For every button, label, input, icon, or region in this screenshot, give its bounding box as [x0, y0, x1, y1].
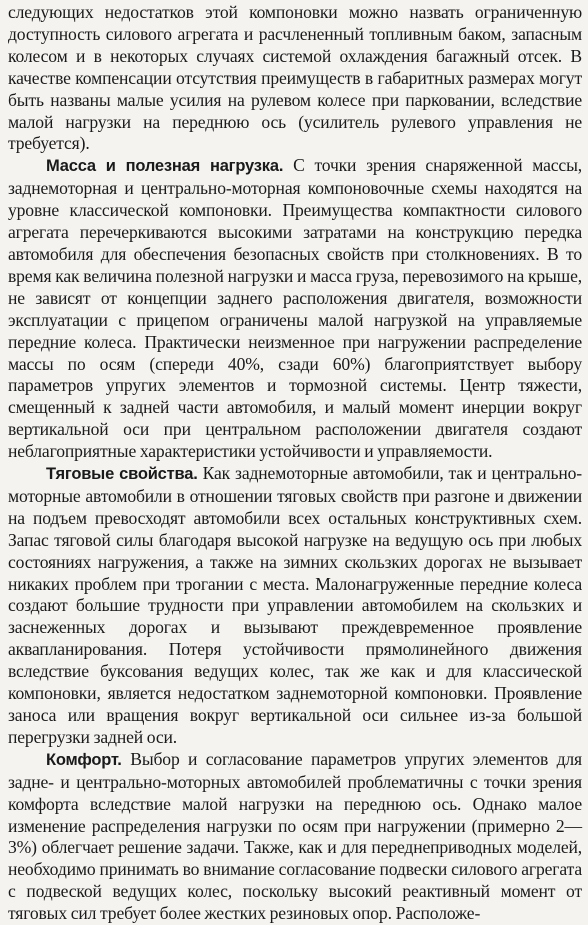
- paragraph-mass-and-payload: [8, 155, 582, 463]
- section-heading-comfort: Комфорт.: [46, 750, 131, 769]
- paragraph-text: Выбор и согласование параметров упругих элементов для задне- и центрально-моторных автомобилей проблематичны с точки зрения комфорта вследствие малой нагрузки на переднюю ось. Однако малое изменение распределения нагрузки по осям при нагружении (примерно 2—3%) облегчает решение задачи. Также, как и для переднеприводных моделей, необходимо принимать во внимание согласование подвески силового агрегата с подвеской ведущих колес, поскольку высокий реактивный момент от тяговых сил требует более жестких резиновых опор. Расположе-: [8, 748, 582, 924]
- section-heading-traction: Тяговые свойства.: [46, 465, 203, 484]
- paragraph-text: С точки зрения снаряженной массы, заднемоторная и центрально-моторная компоновочные схемы находятся на уровне классической компоновки. Преимущества компактности силового агрегата перечеркиваются высокими затратами на конструкцию передка автомобиля для обеспечения безопасных свойств при столкновениях. В то время как величина полезной нагрузки и масса груза, перевозимого на крыше, не зависят от концепции заднего расположения двигателя, возможности эксплуатации с прицепом ограничены малой нагрузкой на управляемые передние колеса. Практически неизменное при нагружении распределение массы по осям (спереди 40%, сзади 60%) благоприятствует выбору параметров упругих элементов и тормозной системы. Центр тяжести, смещенный к задней части автомобиля, и малый момент инерции вокруг вертикальной оси при центральном расположении двигателя создают неблагоприятные характеристики устойчивости и управляемости.: [8, 155, 582, 462]
- paragraph-continuation: [8, 2, 582, 155]
- paragraph-traction: [8, 463, 582, 749]
- section-heading-mass: Масса и полезная нагрузка.: [46, 157, 294, 176]
- paragraph-text: Как заднемоторные автомобили, так и центрально-моторные автомобили в отношении тяговых свойств при разгоне и движении на подъем превосходят автомобили всех остальных конструктивных схем. Запас тяговой силы благодаря высокой нагрузке на ведущую ось при любых состояниях нагружения, а также на зимних скользких дорогах не вызывает никаких проблем при трогании с места. Малонагруженные передние колеса создают большие трудности при управлении автомобилем на скользких и заснеженных дорогах и вызывают преждевременное проявление аквапланирования. Потеря устойчивости прямолинейного движения вследствие буксования ведущих колес, так же как и для классической компоновки, является недостатком заднемоторной компоновки. Проявление заноса или вращения вокруг вертикальной оси сильнее из-за большой перегрузки задней оси.: [8, 463, 583, 747]
- paragraph-comfort: [8, 749, 582, 925]
- paragraph-text: следующих недостатков этой компоновки можно назвать ограниченную доступность силового агрегата и расчлененный топливным баком, запасным колесом и в некоторых случаях системой охлаждения багажный отсек. В качестве компенсации отсутствия преимуществ в габаритных размерах могут быть названы малые усилия на рулевом колесе при парковании, вследствие малой нагрузки на переднюю ось (усилитель рулевого управления не требуется).: [8, 2, 582, 154]
